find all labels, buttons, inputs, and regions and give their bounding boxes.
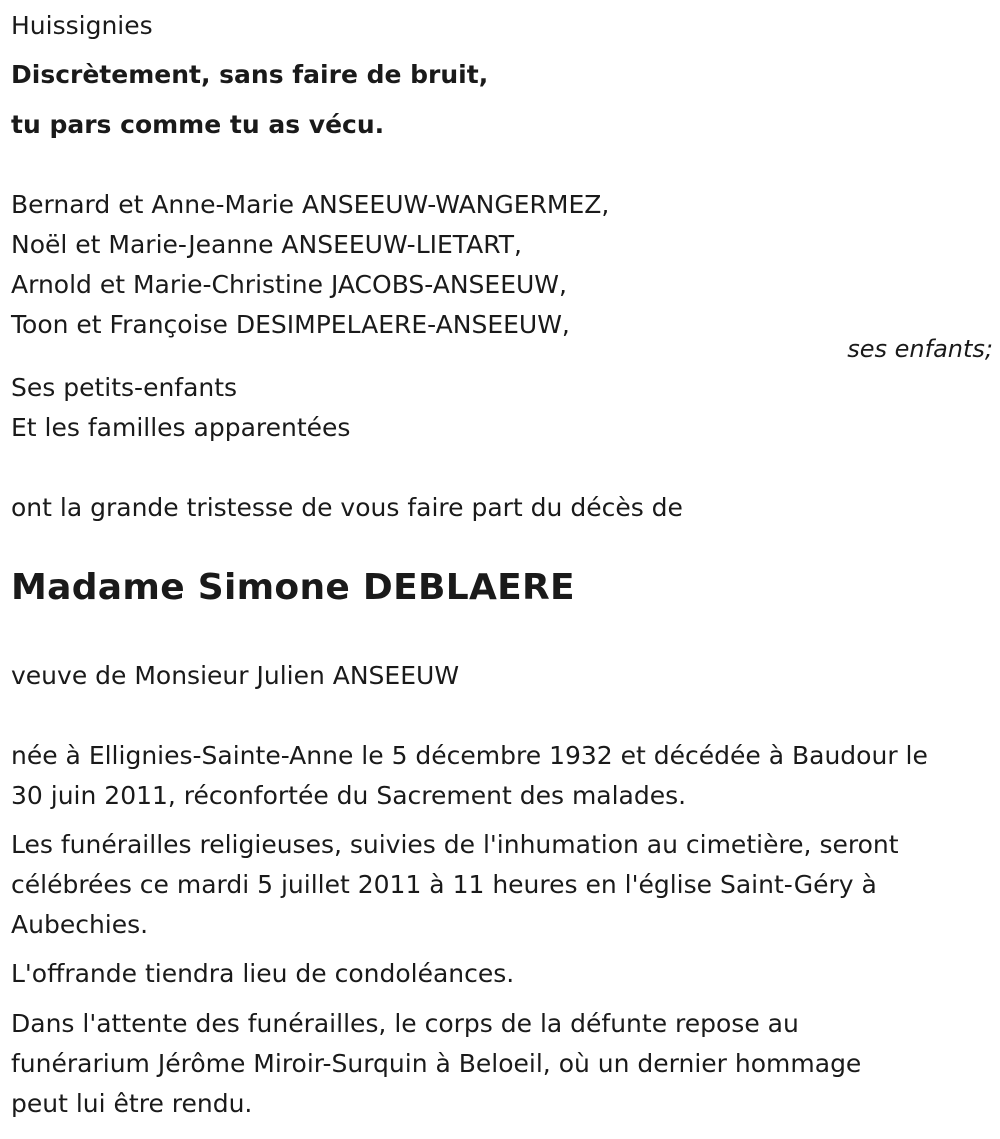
- birth-death-line-2: 30 juin 2011, réconfortée du Sacrement des malades.: [11, 781, 687, 810]
- related-families: Et les familles apparentées: [11, 413, 351, 442]
- location: Huissignies: [11, 11, 153, 40]
- verse-line-1: Discrètement, sans faire de bruit,: [11, 60, 489, 89]
- obituary-notice: [11, 0, 993, 1139]
- deceased-name: Madame Simone DEBLAERE: [11, 567, 575, 608]
- widow-of: veuve de Monsieur Julien ANSEEUW: [11, 661, 460, 690]
- birth-death-line-1: née à Ellignies-Sainte-Anne le 5 décembre 1932 et décédée à Baudour le: [11, 741, 928, 770]
- viewing-line-1: Dans l'attente des funérailles, le corps de la défunte repose au: [11, 1009, 799, 1038]
- verse-line-2: tu pars comme tu as vécu.: [11, 110, 385, 139]
- funeral-line-3: Aubechies.: [11, 910, 149, 939]
- child-couple-1: Bernard et Anne-Marie ANSEEUW-WANGERMEZ,: [11, 190, 610, 219]
- offering: L'offrande tiendra lieu de condoléances.: [11, 959, 515, 988]
- children-role: ses enfants;: [847, 335, 993, 363]
- child-couple-4: Toon et Françoise DESIMPELAERE-ANSEEUW,: [11, 310, 570, 339]
- child-couple-3: Arnold et Marie-Christine JACOBS-ANSEEUW,: [11, 270, 567, 299]
- grandchildren: Ses petits-enfants: [11, 373, 238, 402]
- funeral-line-1: Les funérailles religieuses, suivies de l'inhumation au cimetière, seront: [11, 830, 899, 859]
- child-couple-2: Noël et Marie-Jeanne ANSEEUW-LIETART,: [11, 230, 522, 259]
- funeral-line-2: célébrées ce mardi 5 juillet 2011 à 11 heures en l'église Saint-Géry à: [11, 870, 877, 899]
- announcement: ont la grande tristesse de vous faire part du décès de: [11, 493, 683, 522]
- viewing-line-2: funérarium Jérôme Miroir-Surquin à Beloeil, où un dernier hommage: [11, 1049, 862, 1078]
- viewing-line-3: peut lui être rendu.: [11, 1089, 253, 1118]
